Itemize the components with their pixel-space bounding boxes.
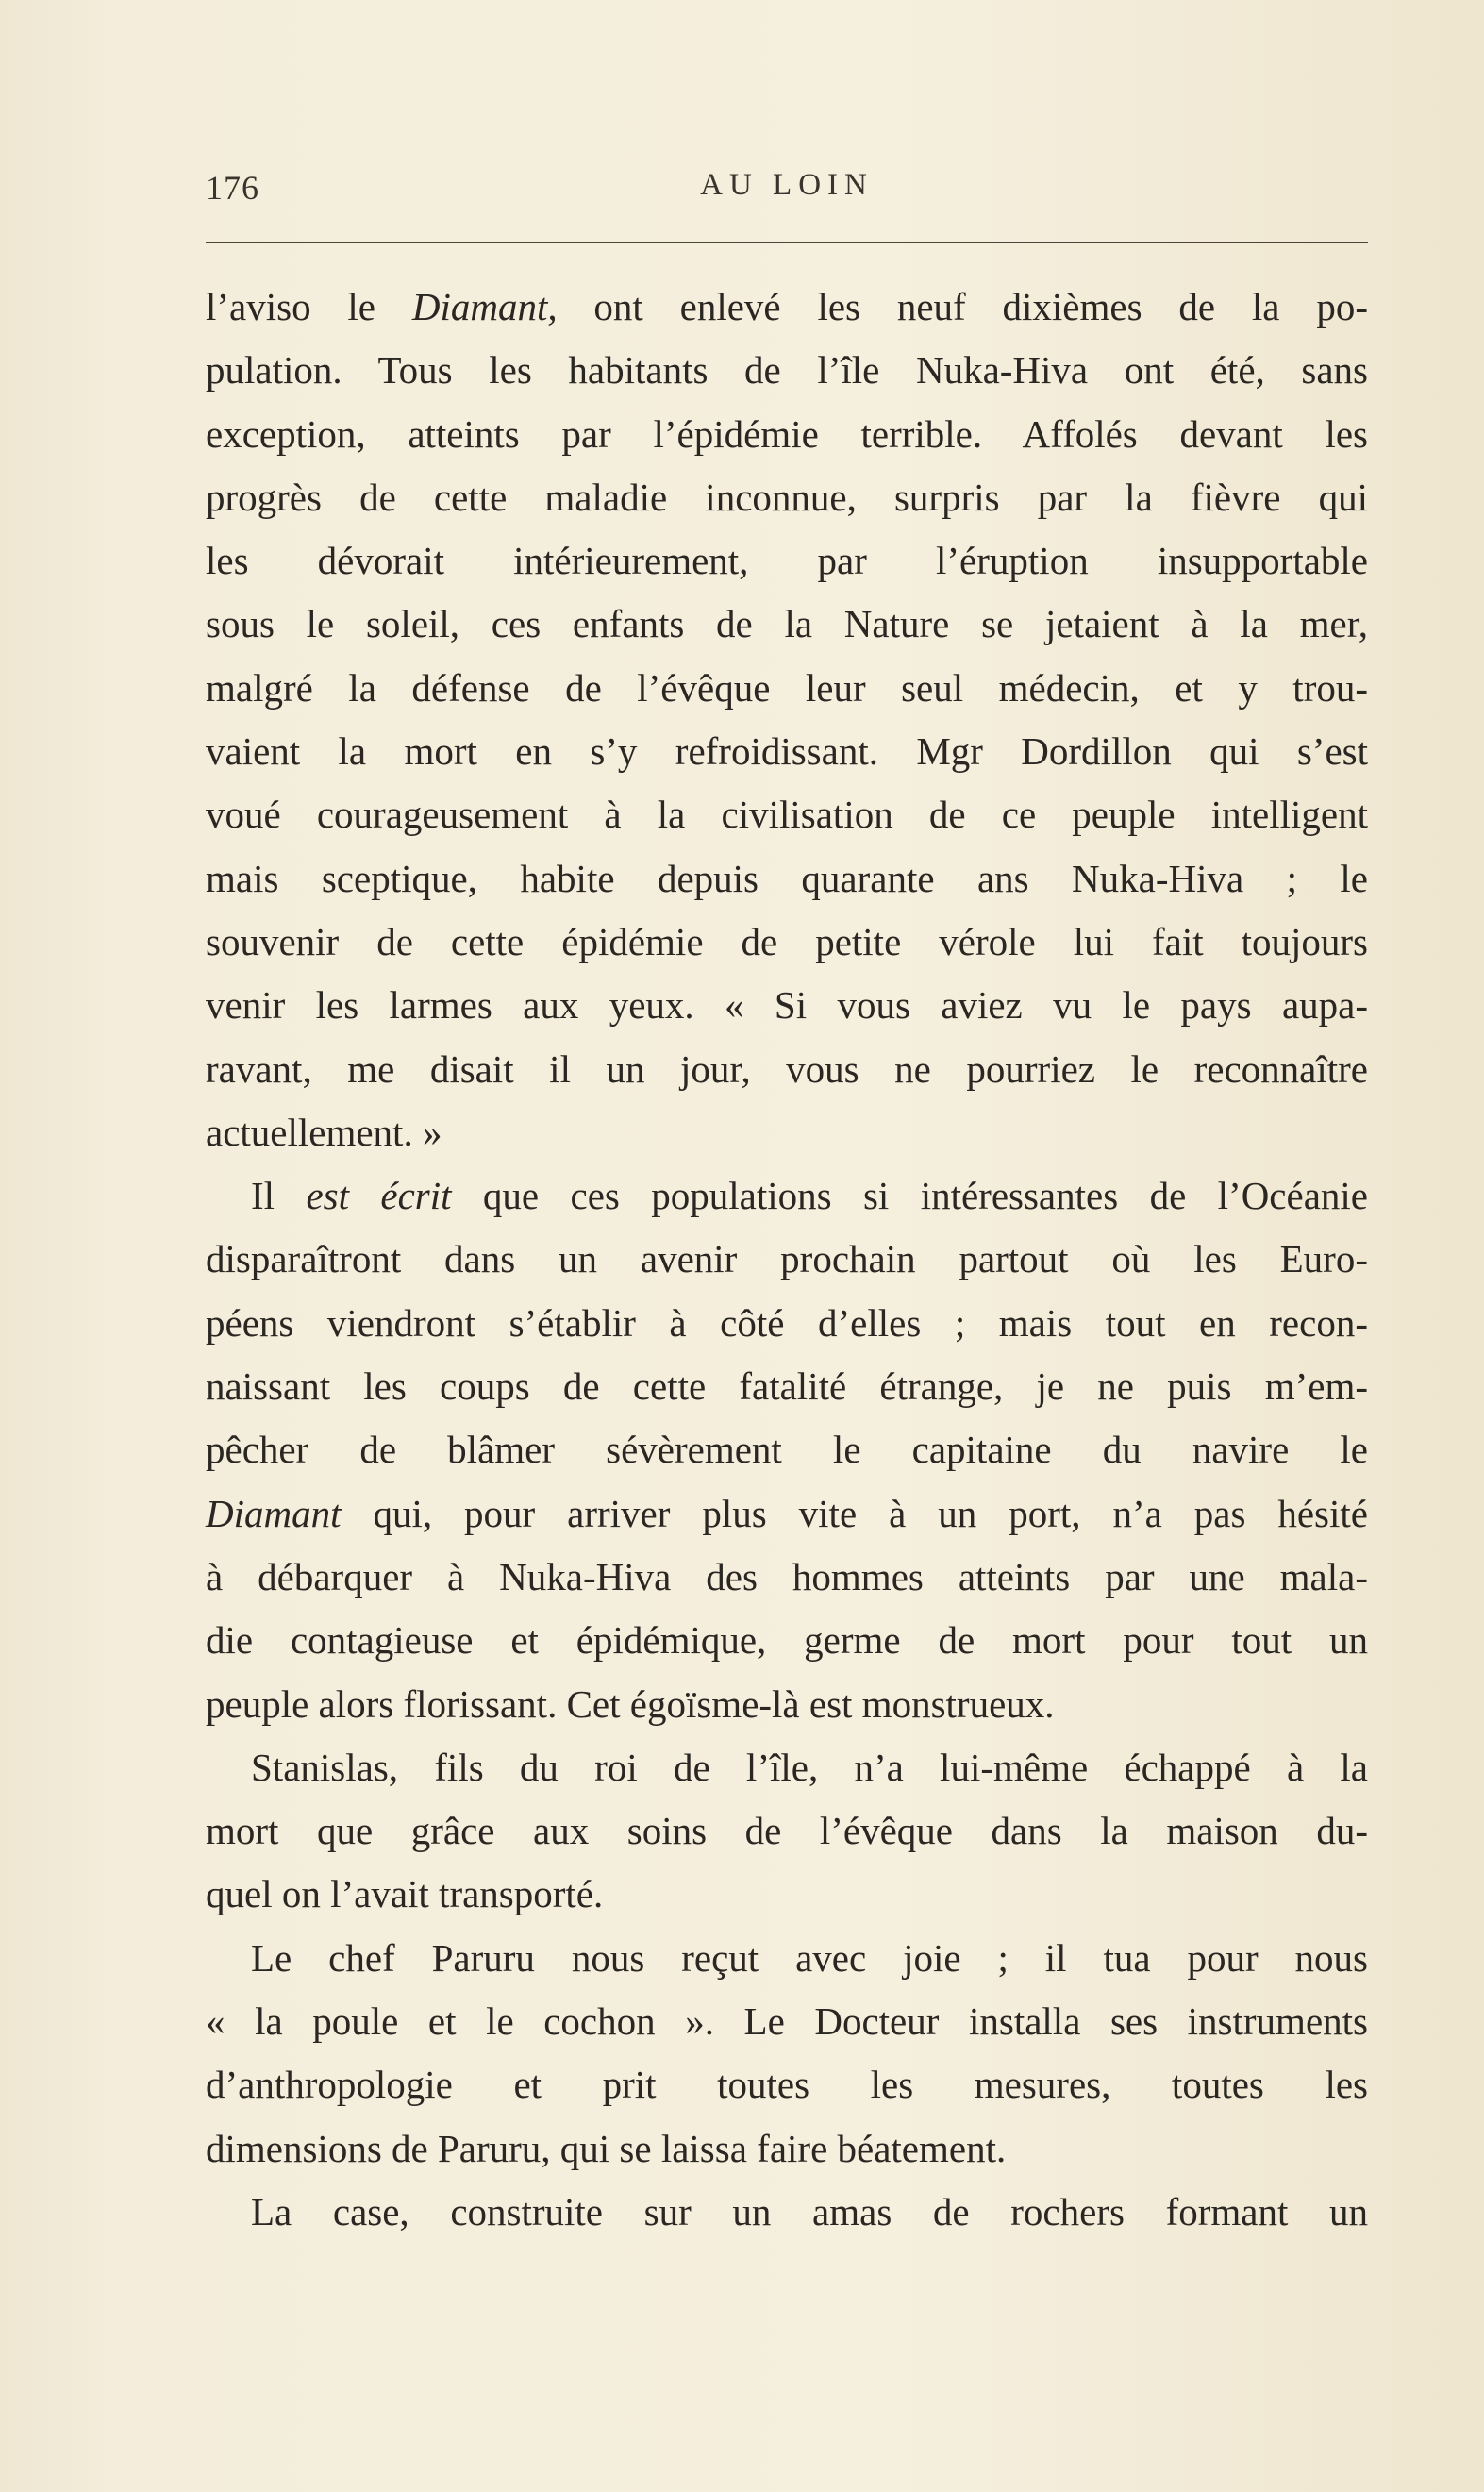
page-number: 176 <box>206 169 259 207</box>
text-line: ravant, me disait il un jour, vous ne pourriez le reconnaître <box>206 1046 1368 1091</box>
text-line: La case, construite sur un amas de rochers formant un <box>251 2189 1368 2233</box>
text-line: vaient la mort en s’y refroidissant. Mgr Dordillon qui s’est <box>206 729 1368 774</box>
text-line: à débarquer à Nuka-Hiva des hommes atteints par une mala- <box>206 1554 1368 1598</box>
text-line: d’anthropologie et prit toutes les mesures, toutes les <box>206 2063 1368 2107</box>
text-line: quel on l’avait transporté. <box>206 1872 604 1916</box>
text-line: actuellement. » <box>206 1110 442 1154</box>
text-line: naissant les coups de cette fatalité étrange, je ne puis m’em- <box>206 1364 1368 1409</box>
text-line: progrès de cette maladie inconnue, surpris par la fièvre qui <box>206 475 1368 519</box>
body-text <box>206 276 1368 2244</box>
text-line: Stanislas, fils du roi de l’île, n’a lui-même échappé à la <box>251 1745 1368 1789</box>
text-line: Diamant qui, pour arriver plus vite à un port, n’a pas hésité <box>206 1491 1368 1535</box>
page-header <box>206 155 1368 211</box>
text-line: mort que grâce aux soins de l’évêque dans la maison du- <box>206 1809 1368 1853</box>
text-line: « la poule et le cochon ». Le Docteur installa ses instruments <box>206 1999 1368 2044</box>
text-line: disparaîtront dans un avenir prochain partout où les Euro- <box>206 1237 1368 1281</box>
text-line: pêcher de blâmer sévèrement le capitaine du navire le <box>206 1428 1368 1472</box>
text-line: die contagieuse et épidémique, germe de mort pour tout un <box>206 1618 1368 1663</box>
text-line: pulation. Tous les habitants de l’île Nuka-Hiva ont été, sans <box>206 348 1368 393</box>
text-line: voué courageusement à la civilisation de ce peuple intelligent <box>206 793 1368 837</box>
text-line: peuple alors florissant. Cet égoïsme-là est monstrueux. <box>206 1681 1055 1726</box>
text-line: malgré la défense de l’évêque leur seul médecin, et y trou- <box>206 665 1368 710</box>
text-line: sous le soleil, ces enfants de la Nature se jetaient à la mer, <box>206 602 1368 646</box>
text-line: exception, atteints par l’épidémie terrible. Affolés devant les <box>206 411 1368 456</box>
text-line: dimensions de Paruru, qui se laissa faire béatement. <box>206 2126 1007 2170</box>
header-rule <box>206 242 1368 243</box>
text-line: péens viendront s’établir à côté d’elles ; mais tout en recon- <box>206 1300 1368 1345</box>
running-head: AU LOIN <box>700 168 874 202</box>
text-line: l’aviso le Diamant, ont enlevé les neuf dixièmes de la po- <box>206 285 1368 328</box>
text-line: Le chef Paruru nous reçut avec joie ; il tua pour nous <box>251 1935 1368 1980</box>
text-line: les dévorait intérieurement, par l’éruption insupportable <box>206 539 1368 583</box>
text-line: mais sceptique, habite depuis quarante ans Nuka-Hiva ; le <box>206 856 1368 900</box>
text-line: venir les larmes aux yeux. « Si vous aviez vu le pays aupa- <box>206 983 1368 1028</box>
text-line: Il est écrit que ces populations si intéressantes de l’Océanie <box>251 1174 1368 1218</box>
text-line: souvenir de cette épidémie de petite vérole lui fait toujours <box>206 919 1368 963</box>
